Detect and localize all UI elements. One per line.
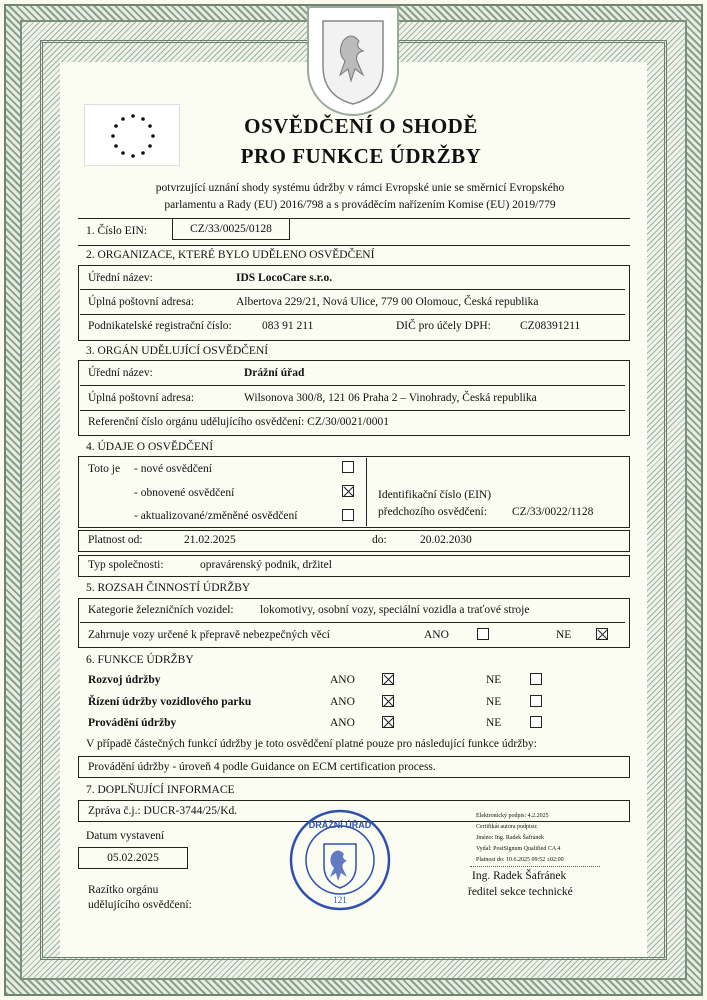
- org-vat-label: DIČ pro účely DPH:: [396, 320, 491, 332]
- section-2-heading: 2. ORGANIZACE, KTERÉ BYLO UDĚLENO OSVĚDČENÍ: [86, 249, 375, 261]
- option-updated-label: - aktualizované/změněné osvědčení: [134, 510, 298, 522]
- validity-box: [78, 530, 630, 552]
- valid-from-label: Platnost od:: [88, 534, 143, 546]
- org-name-value: IDS LocoCare s.r.o.: [236, 272, 333, 284]
- divider: [80, 622, 625, 623]
- org-reg-label: Podnikatelské registrační číslo:: [88, 320, 232, 332]
- divider: [80, 410, 625, 411]
- divider: [78, 245, 630, 246]
- divider: [80, 385, 625, 386]
- function-ano-label: ANO: [330, 696, 355, 708]
- title-line-1: OSVĚDČENÍ O SHODĚ: [244, 114, 478, 138]
- partial-function-note: V případě částečných funkcí údržby je toto osvědčení platné pouze pro následující funkce údržby:: [86, 738, 538, 750]
- czech-coat-of-arms-emblem: [307, 6, 399, 116]
- org-vat-value: CZ08391211: [520, 320, 581, 332]
- stamp-number: 121: [333, 895, 347, 905]
- issuer-address-value: Wilsonova 300/8, 121 06 Praha 2 – Vinohrady, Česká republika: [244, 392, 537, 404]
- subtitle-line-2: parlamentu a Rady (EU) 2016/798 a s prováděcím nařízením Komise (EU) 2019/779: [164, 199, 556, 211]
- valid-to-value: 20.02.2030: [420, 534, 472, 546]
- issuer-name-label: Úřední název:: [88, 367, 153, 379]
- esign-line: Vydal: PostSignum Qualified CA 4: [476, 846, 561, 852]
- option-renewed-label: - obnovené osvědčení: [134, 487, 235, 499]
- section-7-heading: 7. DOPLŇUJÍCÍ INFORMACE: [86, 784, 235, 796]
- esign-line: Jméno: Ing. Radek Šafránek: [476, 835, 544, 841]
- function-ne-checkbox: [530, 716, 542, 728]
- esign-line: Platnost do: 10.6.2025 09:52 ±02:00: [476, 857, 564, 863]
- function-ano-label: ANO: [330, 717, 355, 729]
- section-4-heading: 4. ÚDAJE O OSVĚDČENÍ: [86, 441, 214, 453]
- function-ne-checkbox: [530, 695, 542, 707]
- valid-from-value: 21.02.2025: [184, 534, 236, 546]
- company-type-value: opravárenský podnik, držitel: [200, 559, 332, 571]
- subtitle-line-1: potvrzující uznání shody systému údržby v rámci Evropské unie se směrnicí Evropského: [155, 182, 565, 194]
- org-address-value: Albertova 229/21, Nová Ulice, 779 00 Olomouc, Česká republika: [236, 296, 539, 308]
- function-ne-label: NE: [486, 717, 502, 729]
- company-type-label: Typ společnosti:: [88, 559, 164, 571]
- ein-label: 1. Číslo EIN:: [86, 225, 148, 237]
- eu-flag-icon: [84, 104, 180, 166]
- category-label: Kategorie železničních vozidel:: [88, 604, 234, 616]
- org-name-label: Úřední název:: [88, 272, 153, 284]
- valid-to-label: do:: [372, 534, 387, 546]
- dangerous-goods-label: Zahrnuje vozy určené k přepravě nebezpečných věcí: [88, 629, 331, 641]
- previous-ein-label-1: Identifikační číslo (EIN): [378, 489, 492, 501]
- section-5-heading: 5. ROZSAH ČINNOSTÍ ÚDRŽBY: [86, 582, 251, 594]
- issuer-name-value: Drážní úřad: [244, 367, 305, 379]
- function-row-label: Rozvoj údržby: [88, 674, 161, 686]
- issue-date-label: Datum vystavení: [86, 830, 165, 842]
- report-reference: Zpráva č.j.: DUCR-3744/25/Kd.: [78, 800, 630, 822]
- divider: [80, 289, 625, 290]
- signer-role: ředitel sekce technické: [468, 886, 573, 898]
- esign-line: Elektronický podpis: 4.2.2025: [476, 813, 549, 819]
- function-ne-label: NE: [486, 674, 502, 686]
- stamp-label-2: udělujícího osvědčení:: [88, 899, 192, 911]
- issuer-ref: Referenční číslo orgánu udělujícího osvědčení: CZ/30/0021/0001: [88, 416, 389, 428]
- function-ano-checkbox: [382, 716, 394, 728]
- toto-je-label: Toto je: [88, 463, 121, 475]
- org-reg-value: 083 91 211: [262, 320, 314, 332]
- previous-ein-label-2: předchozího osvědčení:: [378, 506, 487, 518]
- function-ne-checkbox: [530, 673, 542, 685]
- partial-function-value: Provádění údržby - úroveň 4 podle Guidance on ECM certification process.: [78, 756, 630, 778]
- function-ano-checkbox: [382, 695, 394, 707]
- option-renewed-checkbox: [342, 485, 354, 497]
- stamp-top-text: DRÁŽNÍ ÚŘAD: [308, 820, 372, 830]
- function-row-label: Provádění údržby: [88, 717, 177, 729]
- issuer-address-label: Úplná poštovní adresa:: [88, 392, 195, 404]
- option-updated-checkbox: [342, 509, 354, 521]
- issue-date-value: 05.02.2025: [78, 847, 188, 869]
- org-address-label: Úplná poštovní adresa:: [88, 296, 195, 308]
- dangerous-ano-label: ANO: [424, 629, 449, 641]
- section-3-heading: 3. ORGÁN UDĚLUJÍCÍ OSVĚDČENÍ: [86, 345, 269, 357]
- function-ne-label: NE: [486, 696, 502, 708]
- signature-line: [470, 866, 600, 867]
- stamp-label-1: Razítko orgánu: [88, 884, 159, 896]
- dangerous-ne-label: NE: [556, 629, 572, 641]
- previous-ein-value: CZ/33/0022/1128: [512, 506, 594, 518]
- ein-value: CZ/33/0025/0128: [172, 218, 290, 240]
- function-row-label: Řízení údržby vozidlového parku: [88, 696, 252, 708]
- function-ano-label: ANO: [330, 674, 355, 686]
- category-value: lokomotivy, osobní vozy, speciální vozidla a traťové stroje: [260, 604, 530, 616]
- dangerous-ano-checkbox: [477, 628, 489, 640]
- option-new-label: - nové osvědčení: [134, 463, 212, 475]
- title-line-2: PRO FUNKCE ÚDRŽBY: [240, 144, 482, 168]
- dangerous-ne-checkbox: [596, 628, 608, 640]
- signer-name: Ing. Radek Šafránek: [472, 870, 567, 882]
- esign-line: Certifikát autora podpisu:: [476, 824, 538, 830]
- option-new-checkbox: [342, 461, 354, 473]
- function-ano-checkbox: [382, 673, 394, 685]
- divider: [366, 458, 367, 526]
- section-6-heading: 6. FUNKCE ÚDRŽBY: [86, 654, 194, 666]
- divider: [78, 218, 630, 219]
- divider: [80, 314, 625, 315]
